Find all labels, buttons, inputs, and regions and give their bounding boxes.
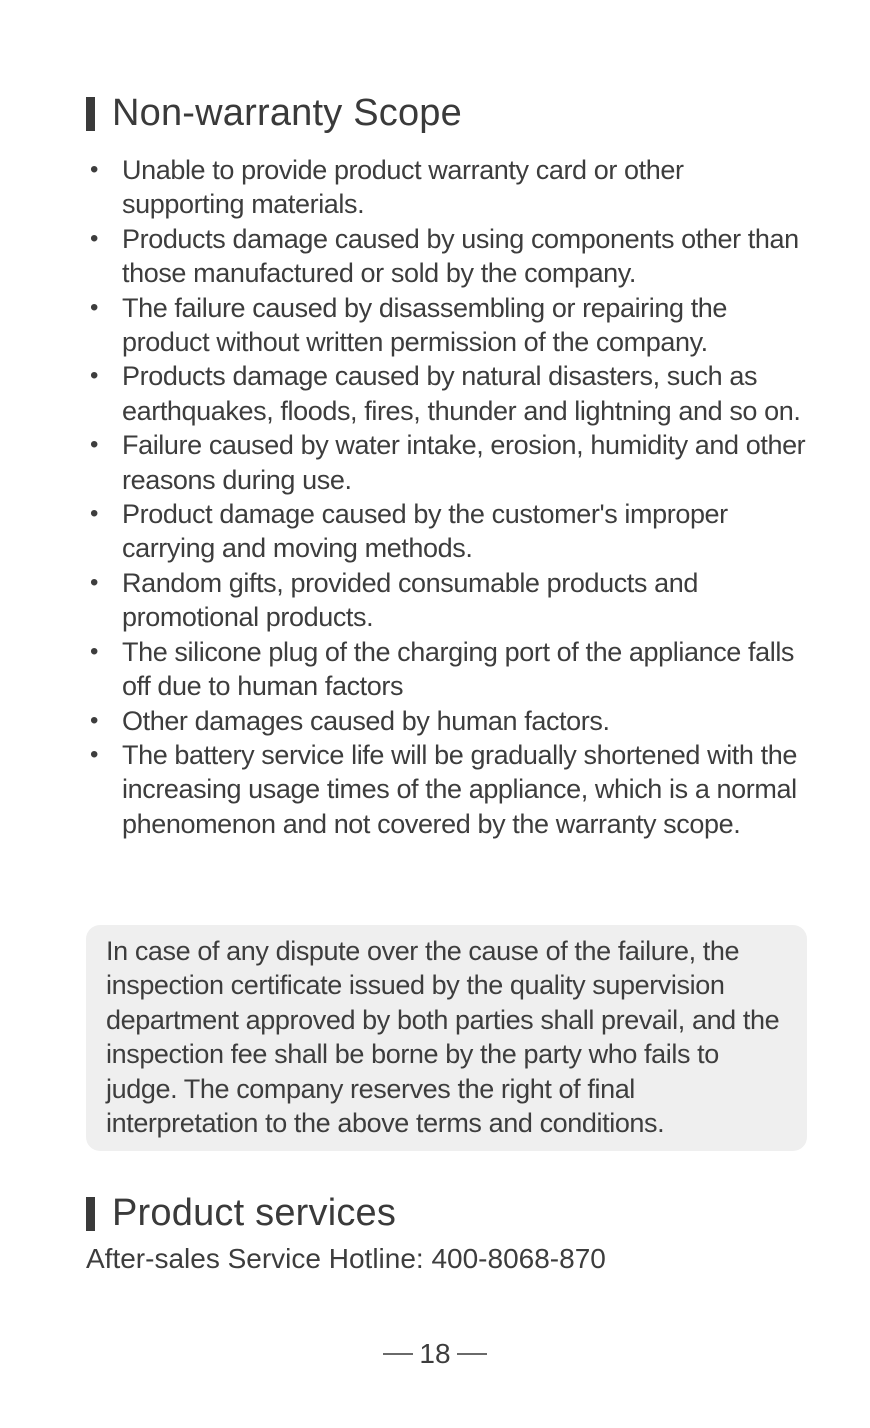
product-services-title: Product services	[112, 1192, 397, 1234]
list-item	[86, 635, 808, 704]
bullet-icon: •	[89, 362, 98, 390]
list-item-text: The battery service life will be gradually shortened with the increasing usage times of the appliance, which is a normal phenomenon and not covered by the warranty scope.	[122, 739, 797, 839]
bullet-icon: •	[89, 706, 98, 734]
list-item-text: Products damage caused by natural disasters, such as earthquakes, floods, fires, thunder and lightning and so on.	[122, 361, 801, 426]
bullet-icon: •	[89, 156, 98, 183]
dash-left-decoration	[383, 1353, 413, 1355]
product-services-heading	[86, 1192, 396, 1235]
list-item	[86, 153, 808, 222]
page-number	[0, 1338, 870, 1370]
list-item	[86, 359, 808, 428]
dispute-note-box	[86, 925, 807, 1151]
list-item-text: The silicone plug of the charging port of the appliance falls off due to human factors	[122, 636, 795, 702]
list-item-text: Other damages caused by human factors.	[122, 705, 610, 736]
list-item	[86, 738, 808, 841]
list-item-text: The failure caused by disassembling or repairing the product without written permission of the company.	[122, 292, 728, 358]
bullet-icon: •	[89, 637, 98, 665]
bullet-icon: •	[89, 500, 98, 528]
list-item	[86, 566, 808, 635]
list-item-text: Unable to provide product warranty card or other supporting materials.	[122, 155, 684, 220]
dispute-note-text: In case of any dispute over the cause of the failure, the inspection certificate issued by the quality supervision department approved by both parties shall prevail, and the inspection fee shall be borne by the party who fails to judge. The company reserves the right of final interpretation to the above terms and conditions.	[106, 936, 780, 1139]
non-warranty-title: Non-warranty Scope	[112, 92, 462, 134]
service-hotline: After-sales Service Hotline: 400-8068-870	[86, 1243, 606, 1274]
bullet-icon: •	[89, 740, 98, 768]
list-item-text: Failure caused by water intake, erosion, humidity and other reasons during use.	[122, 430, 806, 495]
list-item	[86, 497, 808, 566]
list-item	[86, 222, 808, 291]
list-item	[86, 704, 808, 738]
list-item	[86, 291, 808, 360]
bullet-icon: •	[89, 224, 98, 252]
bullet-icon: •	[89, 568, 98, 596]
list-item-text: Random gifts, provided consumable products and promotional products.	[122, 567, 698, 633]
list-item-text: Product damage caused by the customer's improper carrying and moving methods.	[122, 499, 728, 564]
list-item-text: Products damage caused by using components other than those manufactured or sold by the company.	[122, 223, 799, 289]
non-warranty-list	[86, 153, 808, 841]
bullet-icon: •	[89, 431, 98, 459]
page-number-value: 18	[419, 1338, 451, 1369]
list-item	[86, 428, 808, 497]
non-warranty-heading	[86, 92, 462, 135]
bullet-icon: •	[89, 293, 98, 321]
heading-bar-marker	[86, 1197, 95, 1231]
heading-bar-marker	[86, 97, 95, 131]
dash-right-decoration	[457, 1353, 487, 1355]
